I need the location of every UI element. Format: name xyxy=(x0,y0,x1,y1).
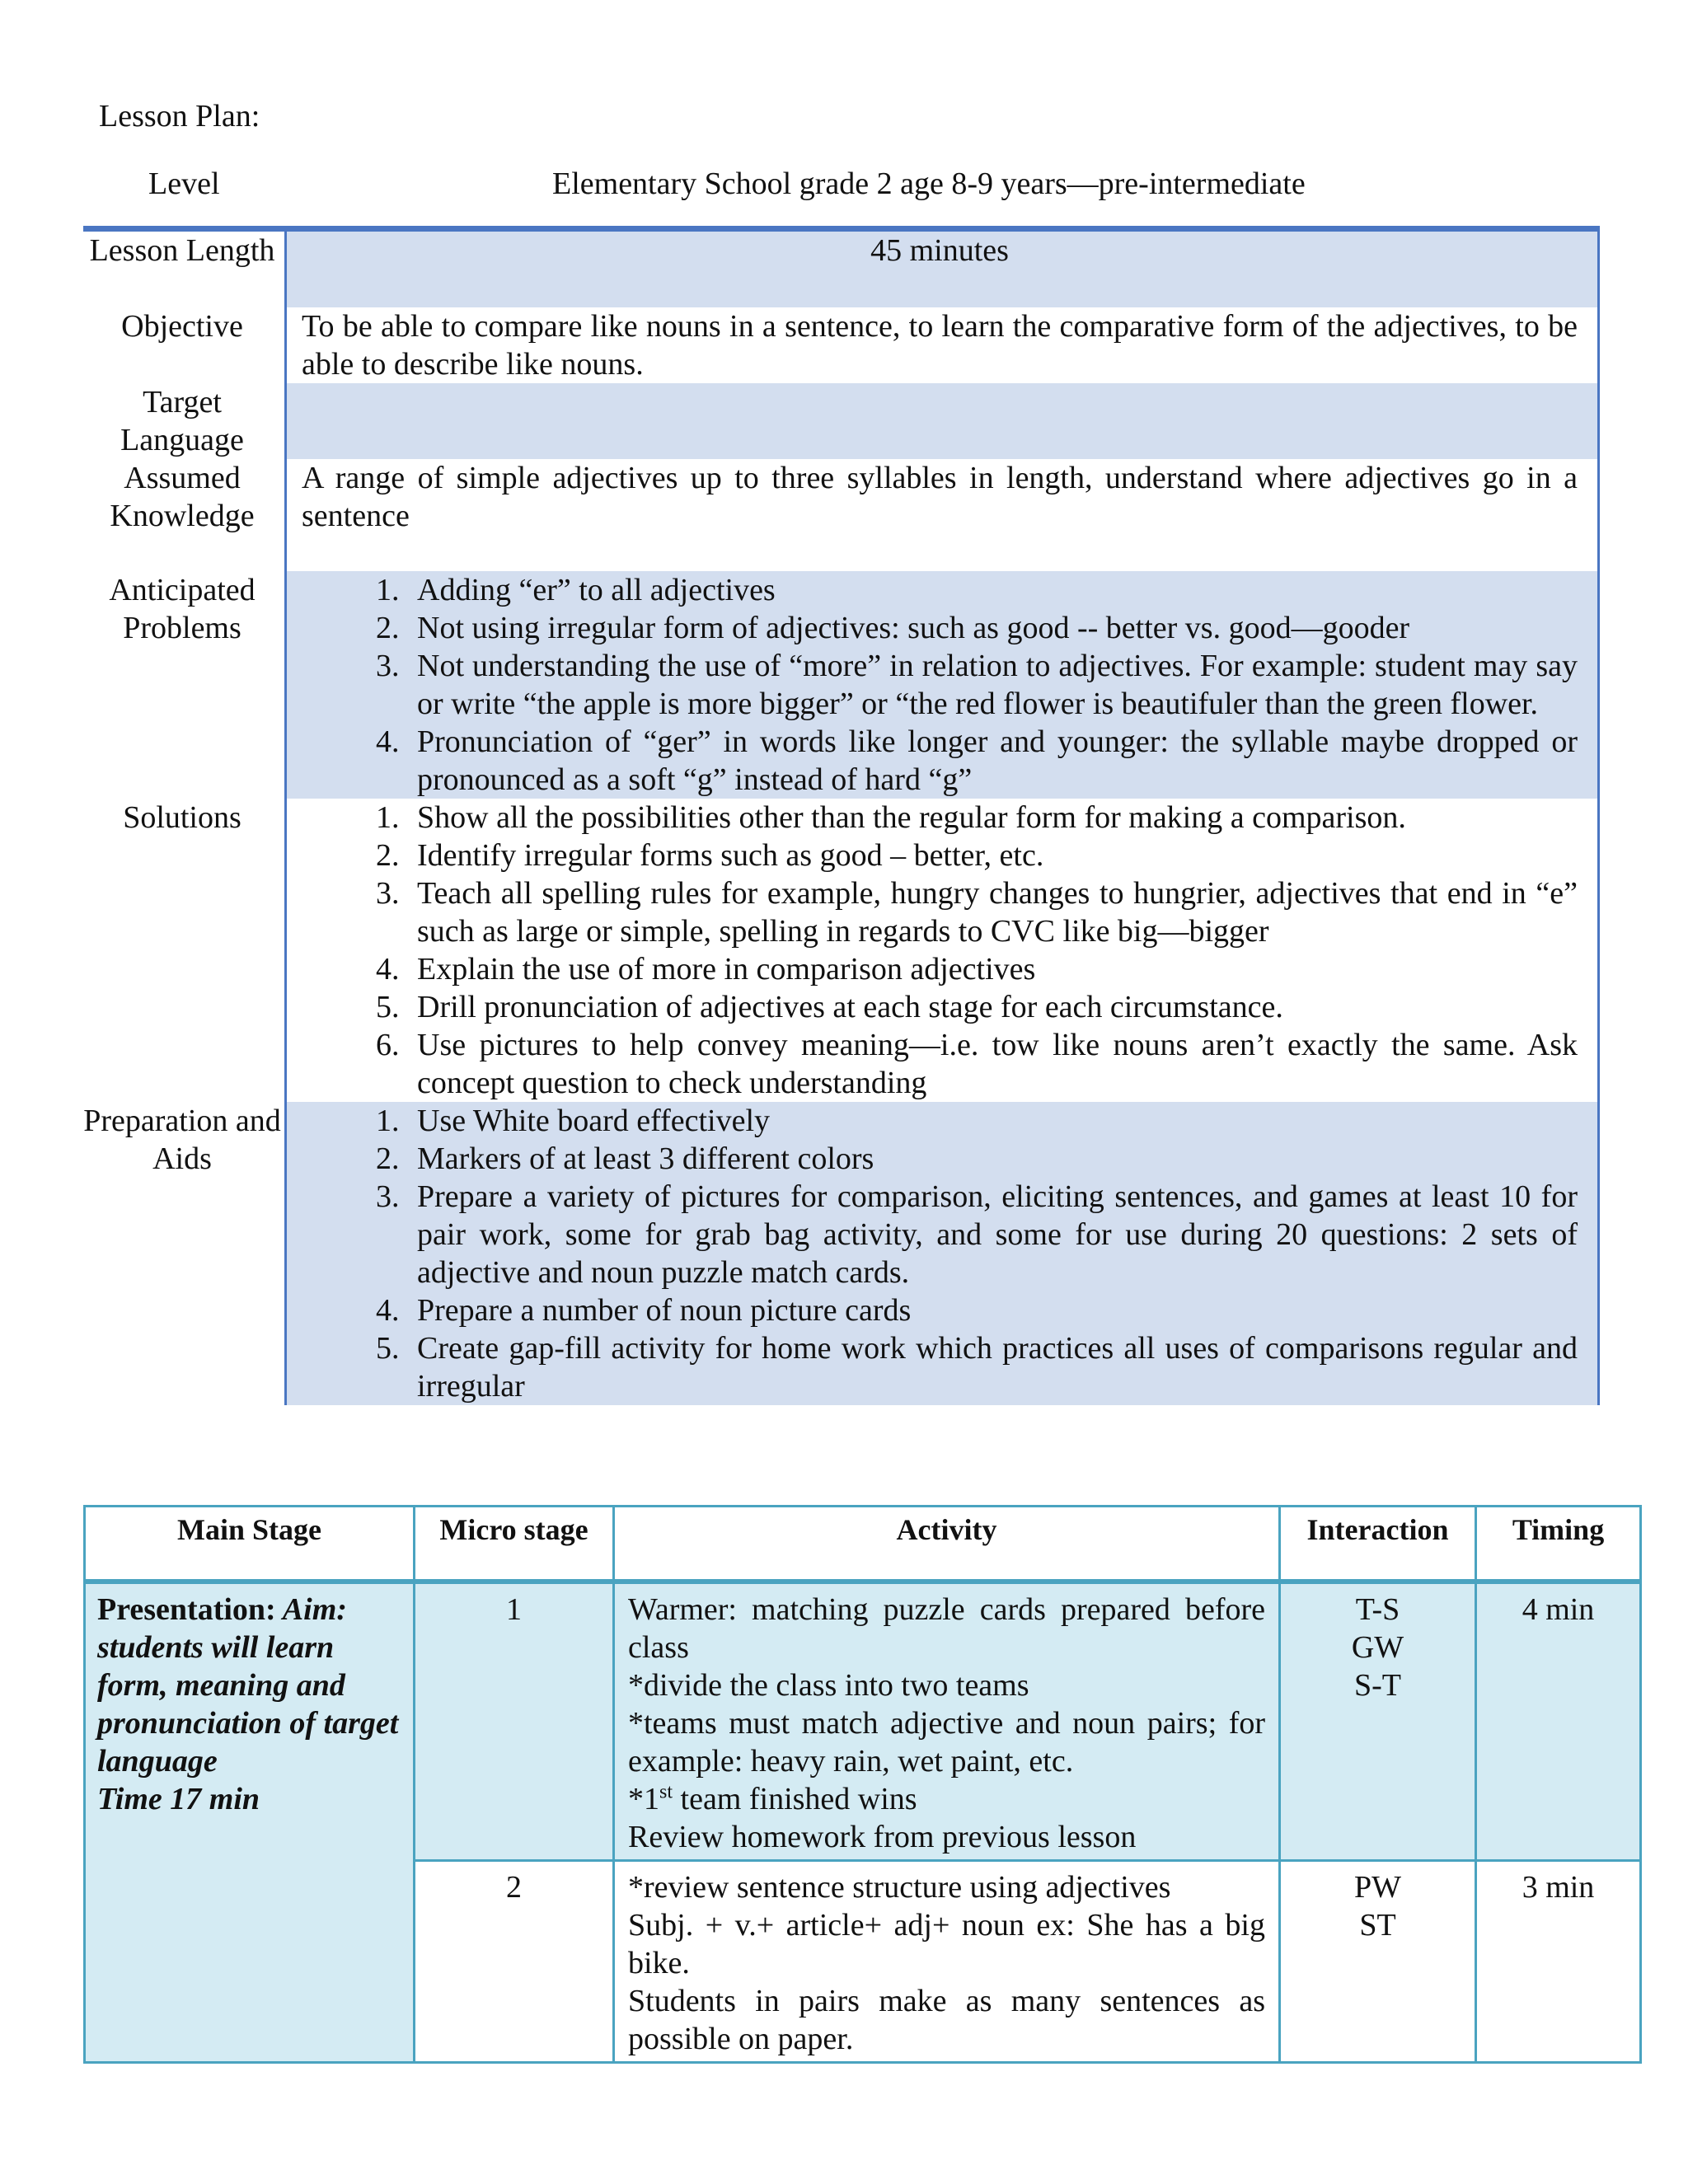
row-objective xyxy=(83,307,1599,383)
anticipated-problems-value xyxy=(286,571,1599,799)
lesson-stages-table xyxy=(83,1505,1642,2064)
row-target-language xyxy=(83,383,1599,459)
activity-line: *divide the class into two teams xyxy=(628,1668,1029,1703)
activity-line: *review sentence structure using adjectives xyxy=(628,1870,1171,1905)
objective-value: To be able to compare like nouns in a sentence, to learn the comparative form of the adjectives, to be able to describe like nouns. xyxy=(286,307,1599,383)
header-rule xyxy=(83,226,1600,232)
solution-item: 3. Teach all spelling rules for example, hungry changes to hungrier, adjectives that end in “e” such as large or simple, spelling in regards to CVC like big—bigger xyxy=(407,874,1578,950)
interaction-2 xyxy=(1280,1861,1476,2063)
problem-item: 3. Not understanding the use of “more” in relation to adjectives. For example: student may say or write “the apple is more bigger” or “the red flower is beautifuler than the green flower. xyxy=(407,647,1578,723)
solution-item: 4. Explain the use of more in comparison adjectives xyxy=(407,950,1578,988)
timing-2: 3 min xyxy=(1476,1861,1641,2063)
stage-row xyxy=(85,1582,1641,1861)
header-interaction: Interaction xyxy=(1280,1507,1476,1582)
finish-superscript: st xyxy=(659,1781,673,1803)
micro-stage-1: 1 xyxy=(415,1582,614,1861)
preparation-item: 1. Use White board effectively xyxy=(407,1102,1578,1140)
preparation-aids-label: Preparation and Aids xyxy=(83,1104,281,1176)
activity-1 xyxy=(614,1582,1280,1861)
problem-item: 4. Pronunciation of “ger” in words like longer and younger: the syllable maybe dropped or pronounced as a soft “g” instead of hard “g” xyxy=(407,723,1578,799)
interaction-1 xyxy=(1280,1582,1476,1861)
interaction-code: S-T xyxy=(1354,1668,1401,1703)
solutions-label: Solutions xyxy=(123,800,241,835)
finish-rest: team finished wins xyxy=(673,1782,917,1816)
assumed-knowledge-value: A range of simple adjectives up to three syllables in length, understand where adjectives go in a sentence xyxy=(286,459,1599,571)
header-timing: Timing xyxy=(1476,1507,1641,1582)
activity-line xyxy=(628,1780,1265,1818)
header-micro-stage: Micro stage xyxy=(415,1507,614,1582)
micro-stage-2: 2 xyxy=(415,1861,614,2063)
row-solutions xyxy=(83,799,1599,1102)
interaction-code: ST xyxy=(1359,1908,1396,1943)
target-language-label: Target Language xyxy=(120,385,244,457)
main-stage-cell xyxy=(85,1582,415,2063)
header-main-stage: Main Stage xyxy=(85,1507,415,1582)
preparation-item: 3. Prepare a variety of pictures for comparison, eliciting sentences, and games at least 10 for pair work, some for grab bag activity, and some for use during 20 questions: 2 sets of adjective and noun puzzle match cards. xyxy=(407,1178,1578,1291)
activity-line: *teams must match adjective and noun pairs; for example: heavy rain, wet paint, etc. xyxy=(628,1706,1265,1779)
objective-label: Objective xyxy=(121,309,243,344)
activity-line: Review homework from previous lesson xyxy=(628,1820,1137,1854)
lesson-plan-table xyxy=(83,232,1600,1405)
target-language-value xyxy=(286,383,1599,459)
assumed-knowledge-label: Assumed Knowledge xyxy=(110,461,255,533)
problems-list xyxy=(302,571,1578,799)
solution-item: 2. Identify irregular forms such as good – better, etc. xyxy=(407,837,1578,874)
stages-header-row xyxy=(85,1507,1641,1582)
interaction-code: PW xyxy=(1354,1870,1401,1905)
main-stage-aim: Aim: students will learn form, meaning and pronunciation of target language xyxy=(97,1592,399,1779)
row-anticipated-problems xyxy=(83,571,1599,799)
lesson-length-value: 45 minutes xyxy=(286,232,1599,307)
interaction-code: GW xyxy=(1351,1630,1404,1665)
page-title: Lesson Plan: xyxy=(99,99,260,134)
header-activity: Activity xyxy=(614,1507,1280,1582)
preparation-item: 4. Prepare a number of noun picture cards xyxy=(407,1291,1578,1329)
level-value: Elementary School grade 2 age 8-9 years—pre-intermediate xyxy=(552,166,1306,201)
solution-item: 5. Drill pronunciation of adjectives at each stage for each circumstance. xyxy=(407,988,1578,1026)
solutions-value xyxy=(286,799,1599,1102)
problem-item: 1. Adding “er” to all adjectives xyxy=(407,571,1578,609)
anticipated-problems-label: Anticipated Problems xyxy=(109,573,256,645)
timing-1: 4 min xyxy=(1476,1582,1641,1861)
preparation-item: 2. Markers of at least 3 different colors xyxy=(407,1140,1578,1178)
activity-line: Subj. + v.+ article+ adj+ noun ex: She has a big bike. xyxy=(628,1908,1265,1980)
row-assumed-knowledge xyxy=(83,459,1599,571)
solution-item: 1. Show all the possibilities other than the regular form for making a comparison. xyxy=(407,799,1578,837)
main-stage-title: Presentation: xyxy=(97,1592,276,1627)
preparation-item: 5. Create gap-fill activity for home work which practices all uses of comparisons regular and irregular xyxy=(407,1329,1578,1405)
solution-item: 6. Use pictures to help convey meaning—i.e. tow like nouns aren’t exactly the same. Ask concept question to check understanding xyxy=(407,1026,1578,1102)
activity-line: Warmer: matching puzzle cards prepared before class xyxy=(628,1592,1265,1665)
finish-prefix: *1 xyxy=(628,1782,659,1816)
activity-line: Students in pairs make as many sentences as possible on paper. xyxy=(628,1984,1265,2056)
preparation-aids-value xyxy=(286,1102,1599,1405)
main-stage-time: Time 17 min xyxy=(97,1782,260,1816)
interaction-code: T-S xyxy=(1355,1592,1400,1627)
activity-2 xyxy=(614,1861,1280,2063)
lesson-length-label: Lesson Length xyxy=(89,233,275,268)
preparation-list xyxy=(302,1102,1578,1405)
row-preparation-aids xyxy=(83,1102,1599,1405)
level-label: Level xyxy=(148,166,220,201)
solutions-list xyxy=(302,799,1578,1102)
problem-item: 2. Not using irregular form of adjectives: such as good -- better vs. good—gooder xyxy=(407,609,1578,647)
row-lesson-length xyxy=(83,232,1599,307)
